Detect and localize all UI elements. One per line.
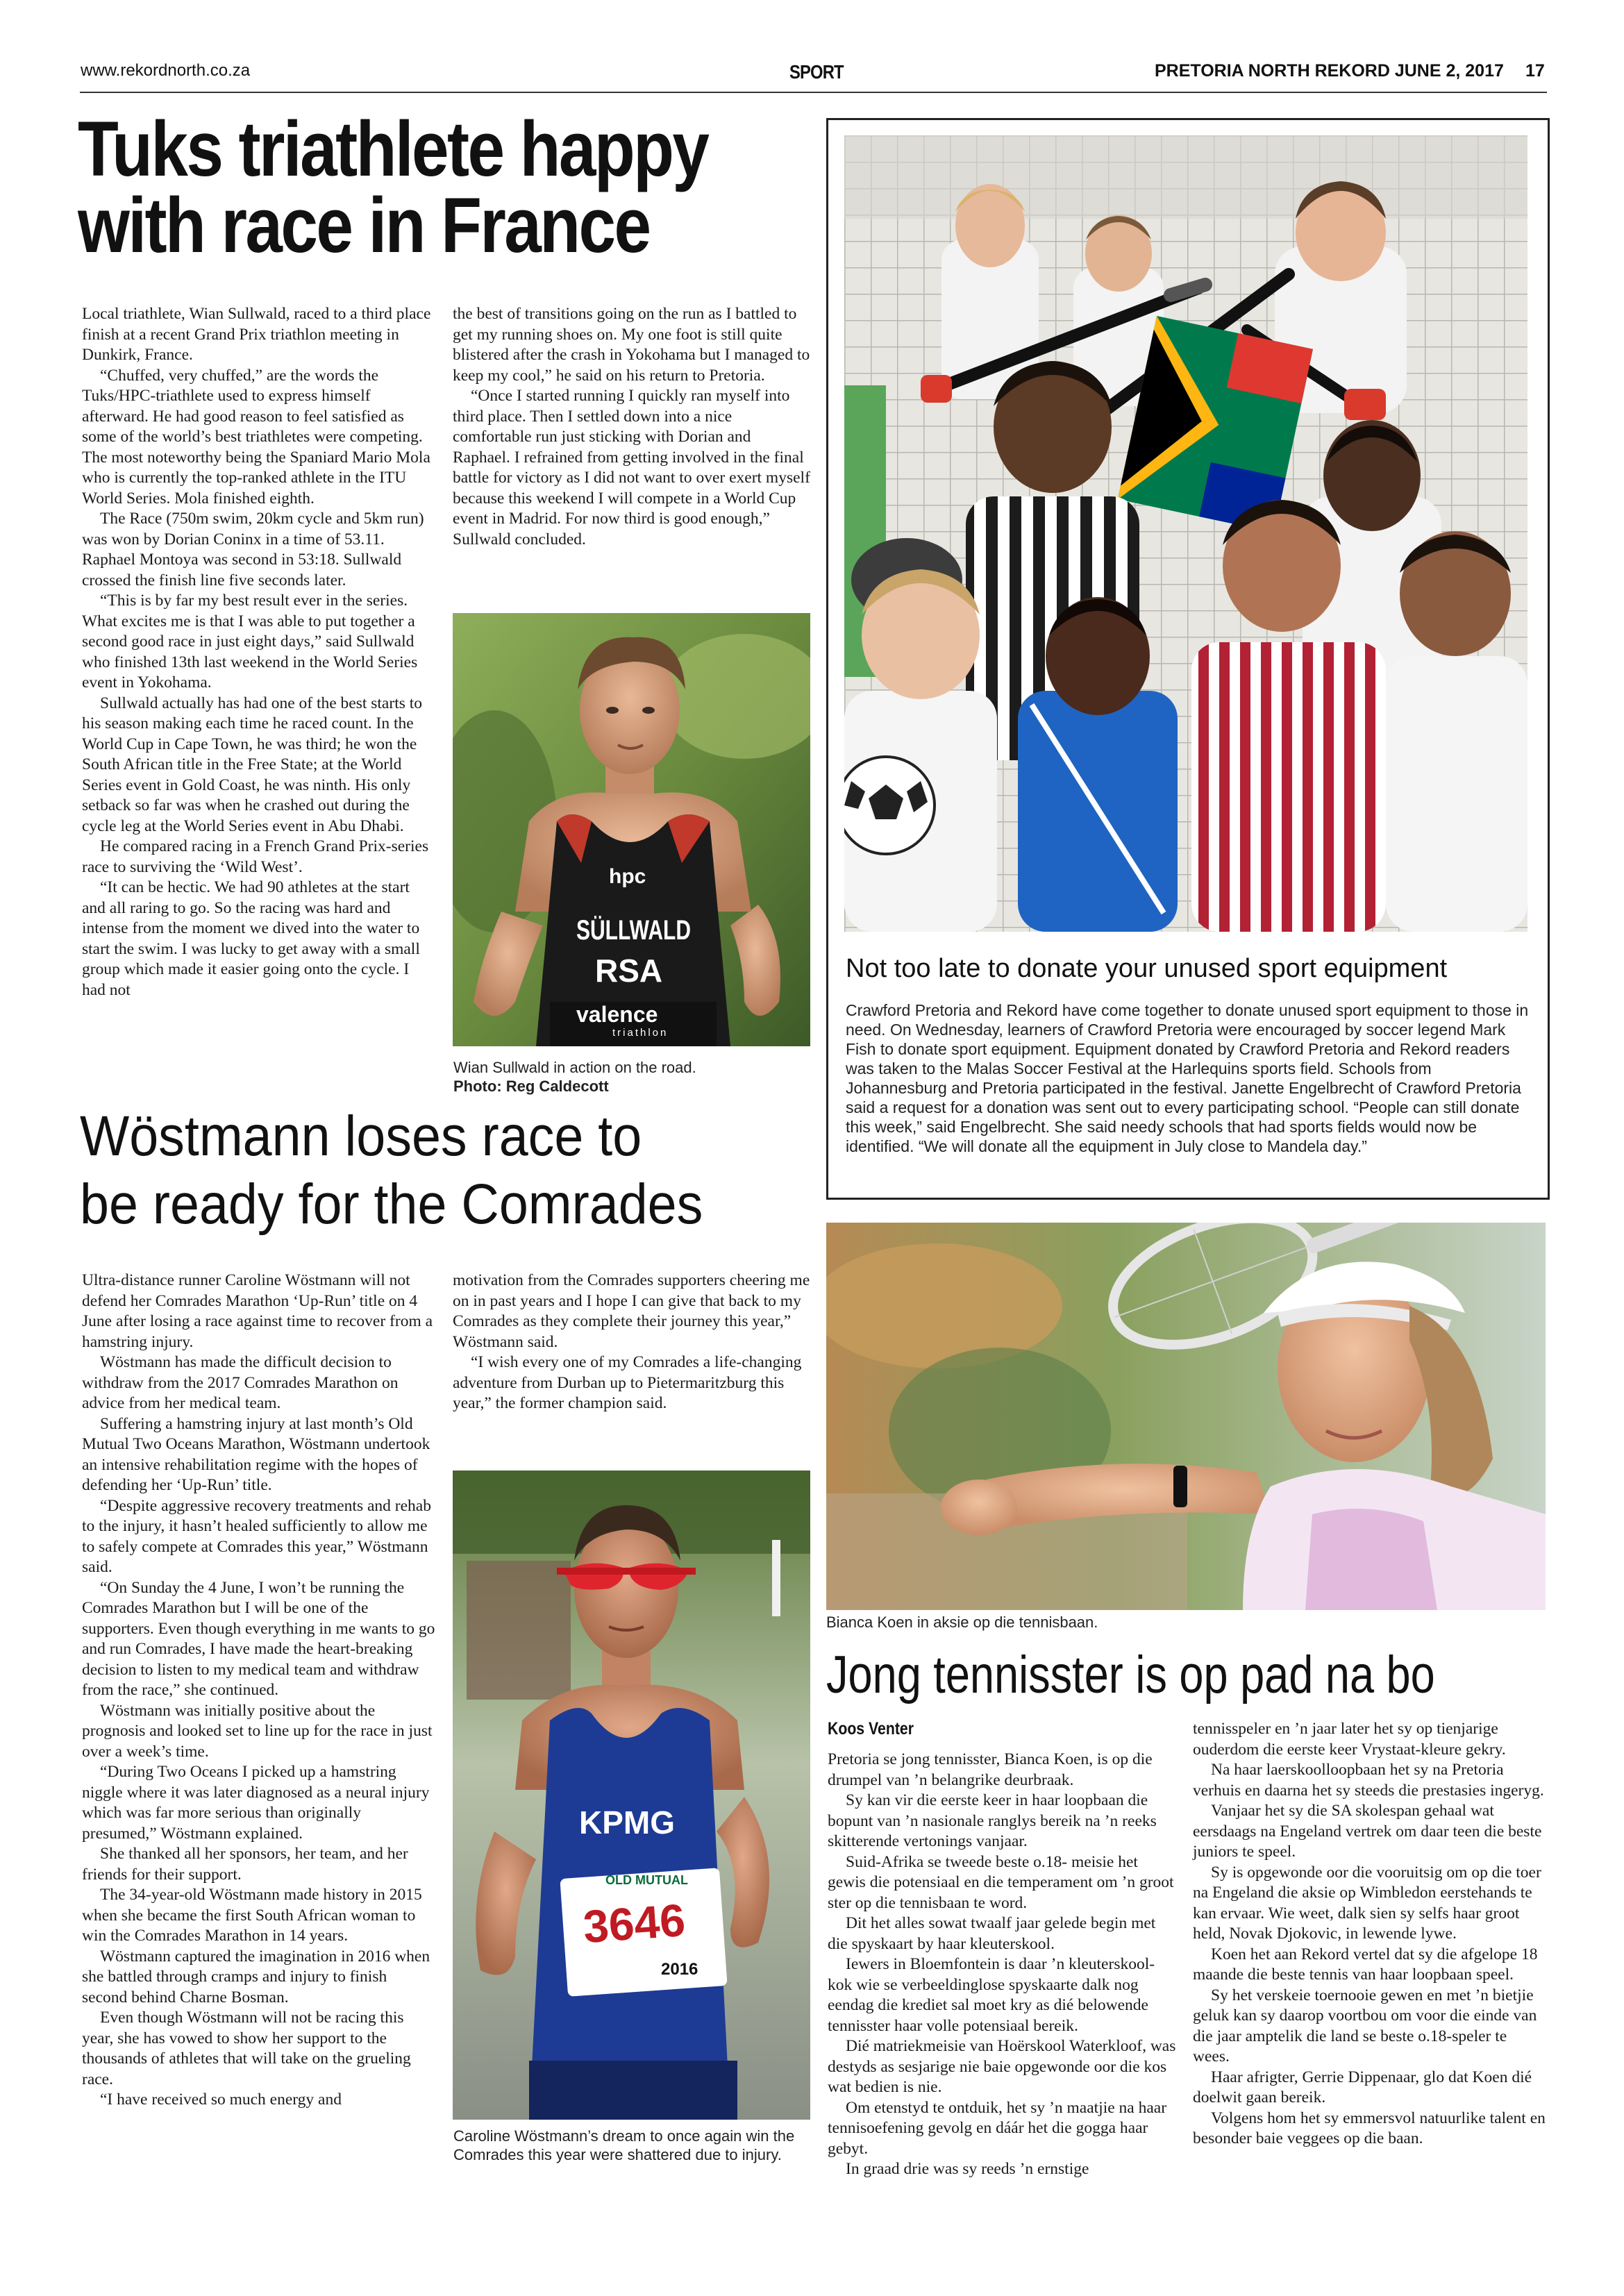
paragraph: “I wish every one of my Comrades a life-changing adventure from Durban up to Pietermaritzburg this year,” the former champion said. xyxy=(453,1353,802,1412)
paragraph: Suid-Afrika se tweede beste o.18- meisie het gewis die potensiaal en die temperament om ’n groot ster op die tennisbaan te word. xyxy=(828,1852,1174,1912)
paragraph: The 34-year-old Wöstmann made history in 2015 when she became the first South African woman to win the Comrades Marathon in 14 years. xyxy=(82,1886,422,1945)
article2-col2 xyxy=(453,1271,810,1414)
page-number: 17 xyxy=(1525,61,1545,81)
paragraph: “Despite aggressive recovery treatments and rehab to the injury, it hasn’t healed sufficiently to allow me to safely compete at Comrades this year,” Wöstmann said. xyxy=(82,1496,431,1576)
paragraph: “Chuffed, very chuffed,” are the words the Tuks/HPC-triathlete used to express himself afterward. He had good reason to feel satisfied as some of the world’s best triathletes were competing. The most noteworthy being the Spaniard Mario Mola who is currently the top-ranked athlete in the ITU World Series. Mola finished eighth. xyxy=(82,366,430,508)
paragraph: Vanjaar het sy die SA skolespan gehaal wat eersdaags na Engeland vertrek om daar teen die beste juniors te speel. xyxy=(1193,1802,1542,1861)
masthead-website[interactable]: www.rekordnorth.co.za xyxy=(81,61,251,80)
article3-col2 xyxy=(1193,1719,1547,2150)
article1-headline: Tuks triathlete happy with race in France xyxy=(78,106,708,269)
paragraph: He compared racing in a French Grand Prix-series race to surviving the ‘Wild West’. xyxy=(82,837,429,876)
jersey-country: RSA xyxy=(595,953,663,989)
bianca-photo xyxy=(826,1223,1546,1610)
paragraph: “During Two Oceans I picked up a hamstring niggle where it was later diagnosed as a neural injury which was far more serious than originally presumed,” Wöstmann explained. xyxy=(82,1763,430,1843)
donation-body: Crawford Pretoria and Rekord have come together to donate unused sport equipment to those in need. On Wednesday, learners of Crawford Pretoria were encouraged by soccer legend Mark Fish to donate sport equipment. Equipment donated by Crawford Pretoria and Rekord readers was taken to the Malas Soccer Festival at the Harlequins sports field. Schools from Johannesburg and Pretoria participated in the festival. Janette Engelbrecht of Crawford Pretoria said a request for a donation was sent out to every participating school. “People can still donate this week,” said Engelbrecht. She said needy schools that had sports fields would now be identified. “We will donate all the equipment in July close to Mandela day.” xyxy=(846,1001,1529,1155)
paragraph: Wöstmann has made the difficult decision to withdraw from the 2017 Comrades Marathon on advice from her medical team. xyxy=(82,1353,399,1412)
paragraph: “Once I started running I quickly ran myself into third place. Then I settled down into a nice comfortable run just sticking with Dorian and Raphael. I refrained from getting involved in the final battle for victory as I did not want to over exert myself because this weekend I will compete in a World Cup event in Madrid. For now third is good enough,” Sullwald concluded. xyxy=(453,387,810,548)
paragraph: Ultra-distance runner Caroline Wöstmann will not defend her Comrades Marathon ‘Up-Run’ title on 4 June after losing a race against time to recover from a hamstring injury. xyxy=(82,1271,433,1351)
article1-col2 xyxy=(453,304,810,550)
paragraph: Wöstmann captured the imagination in 2016 when she battled through cramps and injury to finish second behind Charne Bosman. xyxy=(82,1947,430,2006)
paragraph: motivation from the Comrades supporters cheering me on in past years and I hope I can give that back to my Comrades as they complete their journey this year,” Wöstmann said. xyxy=(453,1271,810,1351)
paragraph: Sullwald actually has had one of the best starts to his season making each time he raced count. In the World Cup in Cape Town, he was third; he won the South African title in the Free State; at the World Series event in Gold Coast, he was ninth. His only setback so far was when he crashed out during the cycle leg at the World Series event in Abu Dhabi. xyxy=(82,694,423,835)
paragraph: Volgens hom het sy emmersvol natuurlike talent en besonder baie veggees op die baan. xyxy=(1193,2109,1546,2147)
article1-col1 xyxy=(82,304,436,1000)
paragraph: In graad drie was sy reeds ’n ernstige xyxy=(846,2160,1089,2178)
paragraph: “I have received so much energy and xyxy=(100,2090,342,2109)
paragraph: Koen het aan Rekord vertel dat sy die afgelope 18 maande die beste tennis van haar loopbaan speel. xyxy=(1193,1945,1538,1984)
vest-brand: KPMG xyxy=(579,1804,675,1841)
paragraph: The Race (750m swim, 20km cycle and 5km run) was won by Dorian Coninx in a time of 53.11. Raphael Montoya was second in 53:18. Sullwald crossed the finish line five seconds later. xyxy=(82,510,424,589)
paragraph: Sy is opgewonde oor die vooruitsig om op die toer na Engeland die aksie op Wimbledon eerstehands te kan ervaar. Wie weet, dalk sien sy selfs haar groot held, Novak Djokovic, in lewende lywe. xyxy=(1193,1863,1541,1943)
paragraph: Na haar laerskoolloopbaan het sy na Pretoria verhuis en daarna het sy steeds die prestasies ingeryg. xyxy=(1193,1761,1544,1800)
paragraph: tennisspeler en ’n jaar later het sy op tienjarige ouderdom die eerste keer Vrystaat-kleure gekry. xyxy=(1193,1720,1506,1759)
article2-col1 xyxy=(82,1271,436,2111)
paragraph: “On Sunday the 4 June, I won’t be running the Comrades Marathon but I will be one of the supporters. Even though everything in me wants to go and run Comrades, I have made the heart-breaking decision to listen to my medical team and withdraw from the race,” she continued. xyxy=(82,1578,435,1699)
paragraph: Haar afrigter, Gerrie Dippenaar, glo dat Koen dié doelwit gaan bereik. xyxy=(1193,2068,1532,2106)
paragraph: Dié matriekmeisie van Hoërskool Waterkloof, was destyds as sesjarige nie baie opgewonde oor die kos wat bedien is nie. xyxy=(828,2037,1176,2096)
sullwald-photo xyxy=(453,613,810,1046)
paragraph: Dit het alles sowat twaalf jaar gelede begin met die spyskaart by haar kleuterskool. xyxy=(828,1914,1156,1953)
bib-year: 2016 xyxy=(661,1960,698,1979)
bib-sponsor: OLD MUTUAL xyxy=(605,1873,688,1887)
article3-headline: Jong tennisster is op pad na bo xyxy=(826,1645,1435,1704)
bib-number: 3646 xyxy=(581,1893,687,1953)
paragraph: “It can be hectic. We had 90 athletes at the start and all raring to go. So the racing was hard and intense from the moment we dived into the water to start the swim. I was lucky to get away with a small group which made it easier going onto the cycle. I had not xyxy=(82,878,420,999)
masthead-publication: PRETORIA NORTH REKORD JUNE 2, 2017 xyxy=(1155,61,1504,81)
paragraph: Suffering a hamstring injury at last month’s Old Mutual Two Oceans Marathon, Wöstmann undertook an intensive rehabilitation regime with the hopes of defending her ‘Up-Run’ title. xyxy=(82,1414,430,1494)
jersey-name: SÜLLWALD xyxy=(576,915,691,946)
sullwald-photo-caption: Wian Sullwald in action on the road. Photo: Reg Caldecott xyxy=(453,1058,811,1096)
jersey-sponsor: valence xyxy=(576,1002,658,1027)
article3-byline: Koos Venter xyxy=(828,1719,914,1738)
wostmann-photo xyxy=(453,1470,810,2120)
article2-headline: Wöstmann loses race to be ready for the Comrades xyxy=(80,1105,703,1236)
paragraph: the best of transitions going on the run as I battled to get my running shoes on. My one foot is still quite blistered after the crash in Yokohama but I managed to keep my cool,” he said on his return to Pretoria. xyxy=(453,305,810,385)
donation-title: Not too late to donate your unused sport equipment xyxy=(846,954,1448,983)
photo-credit: Photo: Reg Caldecott xyxy=(453,1078,609,1095)
paragraph: Local triathlete, Wian Sullwald, raced to a third place finish at a recent Grand Prix triathlon meeting in Dunkirk, France. xyxy=(82,305,431,364)
jersey-brand: hpc xyxy=(609,865,646,888)
paragraph: Even though Wöstmann will not be racing this year, she has vowed to show her support to the thousands of athletes that will take on the grueling race. xyxy=(82,2009,411,2088)
paragraph: Sy kan vir die eerste keer in haar loopbaan die bopunt van ’n nasionale ranglys bereik na ’n reeks skitterende vertonings vanjaar. xyxy=(828,1791,1157,1850)
wostmann-photo-caption: Caroline Wöstmann’s dream to once again win the Comrades this year were shattered due to injury. xyxy=(453,2127,795,2163)
paragraph: “This is by far my best result ever in the series. What excites me is that I was able to put together a second good race in just eight days,” said Sullwald who finished 13th last weekend in the World Series event in Yokohama. xyxy=(82,592,418,692)
paragraph: Pretoria se jong tennisster, Bianca Koen, is op die drumpel van ’n belangrike deurbraak. xyxy=(828,1750,1153,1789)
article3-col1 xyxy=(828,1750,1179,2180)
children-photo xyxy=(844,135,1527,932)
jersey-sponsor-sub: triathlon xyxy=(612,1027,669,1039)
paragraph: Iewers in Bloemfontein is daar ’n kleuterskool-kok wie se verbeeldinglose spyskaarte dalk nog eendag die krediet sal moet kry as dié belowende tennisster haar volle potensiaal bereik. xyxy=(828,1955,1155,2035)
paragraph: Om etenstyd te ontduik, het sy ’n maatjie na haar tennisoefening gevolg en dáár het die gogga haar gebyt. xyxy=(828,2098,1167,2158)
paragraph: She thanked all her sponsors, her team, and her friends for their support. xyxy=(82,1845,408,1884)
masthead-section: SPORT xyxy=(789,61,844,83)
paragraph: Sy het verskeie toernooie gewen en met ’n bietjie geluk kan sy daarop voortbou om voor die einde van die jaar amptelik die land se beste o.18-speler te wees. xyxy=(1193,1986,1537,2065)
header-rule xyxy=(80,92,1547,93)
paragraph: Wöstmann was initially positive about the prognosis and looked set to line up for the race in just over a week’s time. xyxy=(82,1701,433,1761)
bianca-photo-caption: Bianca Koen in aksie op die tennisbaan. xyxy=(826,1614,1098,1631)
